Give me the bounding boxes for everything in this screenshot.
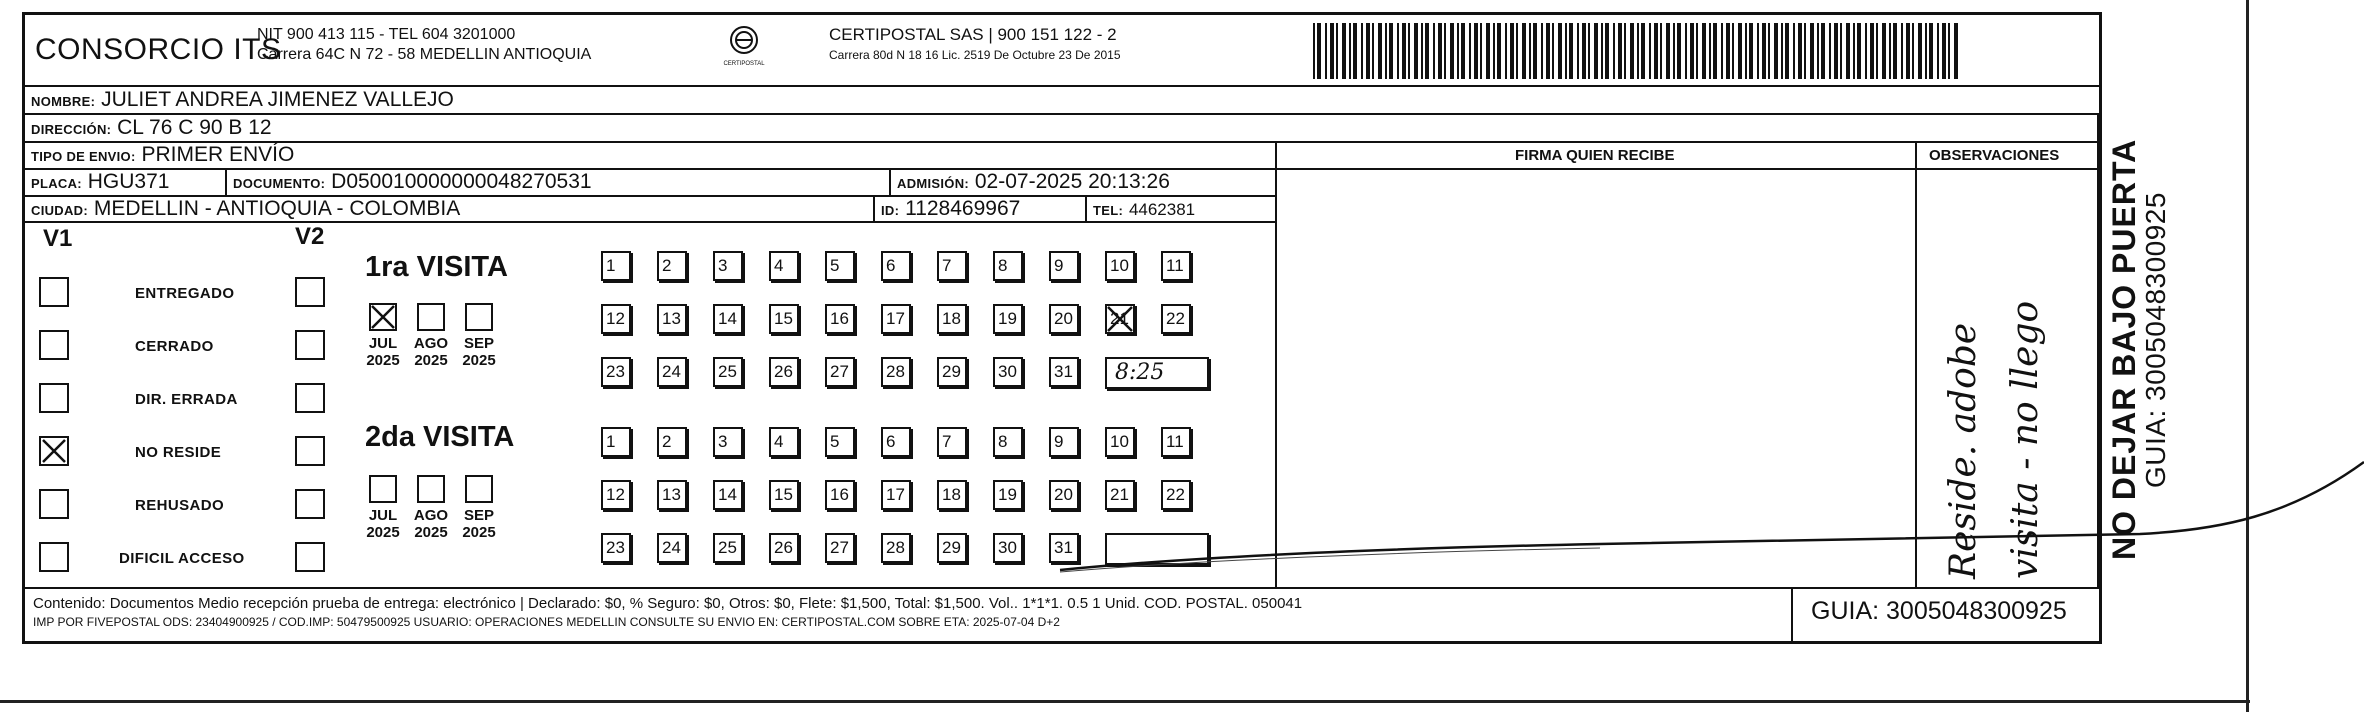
status-v2-checkbox[interactable] (295, 383, 325, 413)
month-year: 2025 (366, 352, 400, 369)
day-box[interactable]: 2 (657, 427, 687, 457)
barcode-bar (1577, 23, 1579, 79)
day-box[interactable]: 16 (825, 304, 855, 334)
visit1-title: 1ra VISITA (365, 251, 508, 283)
day-box[interactable]: 2 (657, 251, 687, 281)
courier-address: Carrera 80d N 18 16 Lic. 2519 De Octubre 23 De 2015 (829, 48, 1121, 62)
day-box[interactable]: 3 (713, 251, 743, 281)
company-nit: NIT 900 413 115 - TEL 604 3201000 (257, 26, 516, 43)
document-label: DOCUMENTO: (233, 176, 326, 191)
day-box[interactable]: 29 (937, 533, 967, 563)
side-guia-number: GUIA: 3005048300925 (2140, 192, 2171, 488)
barcode-bar (1726, 23, 1730, 79)
id-value: 1128469967 (905, 197, 1021, 220)
barcode-bar (1510, 23, 1514, 79)
day-box[interactable]: 11 (1161, 427, 1191, 457)
barcode-bar (1929, 23, 1933, 79)
city-value: MEDELLIN - ANTIOQUIA - COLOMBIA (93, 197, 461, 220)
status-label: NO RESIDE (135, 444, 222, 461)
month-year: 2025 (462, 524, 496, 541)
barcode-bar (1954, 23, 1958, 79)
barcode-bar (1768, 23, 1770, 79)
barcode-bar (1840, 23, 1842, 79)
barcode-bar (1408, 23, 1410, 79)
day-box[interactable]: 23 (601, 357, 631, 387)
page-edge-bottom (0, 700, 2250, 703)
day-box[interactable]: 26 (769, 533, 799, 563)
status-v1-checkbox[interactable] (39, 330, 69, 360)
company-name: CONSORCIO ITS (35, 33, 282, 66)
barcode-bar (1605, 23, 1609, 79)
recipient-address: CL 76 C 90 B 12 (117, 116, 272, 139)
name-row (31, 88, 454, 114)
barcode-bar (1876, 23, 1878, 79)
barcode-bar (1397, 23, 1399, 79)
status-label: REHUSADO (135, 497, 225, 514)
barcode-bar (1330, 23, 1334, 79)
day-box[interactable]: 8 (993, 427, 1023, 457)
day-box[interactable]: 12 (601, 304, 631, 334)
day-box[interactable]: 13 (657, 480, 687, 510)
barcode-bar (1552, 23, 1554, 79)
day-box[interactable]: 4 (769, 427, 799, 457)
barcode-bar (1937, 23, 1939, 79)
barcode-bar (1594, 23, 1598, 79)
barcode-bar (1438, 23, 1442, 79)
barcode-bar (1366, 23, 1370, 79)
barcode-bar (1749, 23, 1753, 79)
recipient-name: JULIET ANDREA JIMENEZ VALLEJO (101, 88, 454, 111)
month-checkbox[interactable] (417, 475, 445, 503)
barcode-bar (1414, 23, 1418, 79)
day-box[interactable]: 19 (993, 304, 1023, 334)
barcode-bar (1804, 23, 1806, 79)
visit2-title: 2da VISITA (365, 421, 515, 453)
day-box[interactable]: 14 (713, 304, 743, 334)
status-v2-checkbox[interactable] (295, 542, 325, 572)
admission-label: ADMISIÓN: (897, 176, 970, 191)
rule-plate-doc (225, 168, 227, 195)
barcode-bar (1690, 23, 1694, 79)
id-label: ID: (881, 203, 900, 218)
barcode-bar (1757, 23, 1759, 79)
barcode-bar (1325, 23, 1327, 79)
day-box[interactable]: 19 (993, 480, 1023, 510)
day-box[interactable]: 23 (601, 533, 631, 563)
barcode-bar (1889, 23, 1891, 79)
month-checkbox[interactable] (369, 475, 397, 503)
barcode-bar (1821, 23, 1825, 79)
address-row (31, 116, 272, 142)
handwritten-note-2: visita - no llego (2005, 300, 2046, 579)
courier-info (829, 25, 1121, 65)
city-row (31, 197, 460, 223)
day-box[interactable]: 16 (825, 480, 855, 510)
status-label: CERRADO (135, 338, 214, 355)
tel-value: 4462381 (1128, 200, 1196, 219)
admission-value: 02-07-2025 20:13:26 (974, 170, 1170, 193)
day-box[interactable]: 15 (769, 304, 799, 334)
barcode-bar (1497, 23, 1501, 79)
day-box[interactable]: 3 (713, 427, 743, 457)
admission-row (897, 170, 1170, 196)
status-label: DIFICIL ACCESO (119, 550, 245, 567)
month-checkbox[interactable] (369, 303, 397, 331)
barcode-bar (1810, 23, 1814, 79)
month-name: SEP (463, 335, 494, 352)
barcode-bar (1673, 23, 1675, 79)
day-box[interactable]: 7 (937, 251, 967, 281)
company-address: Carrera 64C N 72 - 58 MEDELLIN ANTIOQUIA (257, 46, 592, 63)
barcode-bar (1721, 23, 1723, 79)
barcode-bar (1533, 23, 1537, 79)
barcode-bar (1906, 23, 1910, 79)
month-year: 2025 (366, 524, 400, 541)
day-box[interactable]: 27 (825, 533, 855, 563)
tel-label: TEL: (1093, 203, 1124, 218)
barcode-bar (1353, 23, 1357, 79)
barcode-bar (1457, 23, 1459, 79)
day-box[interactable]: 15 (769, 480, 799, 510)
barcode-bar (1781, 23, 1783, 79)
barcode-bar (1461, 23, 1465, 79)
day-box[interactable]: 6 (881, 427, 911, 457)
day-box[interactable]: 13 (657, 304, 687, 334)
barcode-bar (1696, 23, 1698, 79)
month-checkbox[interactable] (417, 303, 445, 331)
barcode-bar (1546, 23, 1550, 79)
month-name: AGO (413, 335, 449, 352)
barcode-bar (1785, 23, 1789, 79)
rule-footer (25, 587, 2099, 589)
courier-name: CERTIPOSTAL SAS | 900 151 122 - 2 (829, 25, 1117, 44)
status-v1-checkbox[interactable] (39, 383, 69, 413)
barcode-bar (1702, 23, 1706, 79)
day-box[interactable]: 22 (1161, 304, 1191, 334)
month-checkbox[interactable] (465, 303, 493, 331)
id-row (881, 197, 1020, 223)
footer-print-line: IMP POR FIVEPOSTAL ODS: 23404900925 / COD.IMP: 50479500925 USUARIO: OPERACIONES MEDELLIN CONSULTE SU ENVIO EN: CERTIPOSTAL.COM SOBRE ETA: 2025-07-04 D+2 (33, 615, 1060, 629)
barcode-bar (1793, 23, 1795, 79)
day-box[interactable]: 30 (993, 533, 1023, 563)
barcode-bar (1817, 23, 1819, 79)
barcode-bar (1901, 23, 1903, 79)
footer-content-line: Contenido: Documentos Medio recepción prueba de entrega: electrónico | Declarado: $0, % Seguro: $0, Otros: $0, Flete: $1,500, Total: $1,500. Vol.. 1*1*1. 0.5 1 Unid. COD. POSTAL. 050041 (33, 595, 1303, 612)
day-box[interactable]: 1 (601, 427, 631, 457)
company-info (257, 25, 591, 65)
rule-address (25, 141, 2099, 143)
barcode-bar (1649, 23, 1651, 79)
document-value: D050010000000048270531 (331, 170, 592, 193)
svg-text:CERTIPOSTAL: CERTIPOSTAL (723, 61, 765, 67)
day-box[interactable]: 31 (1049, 357, 1079, 387)
name-label: NOMBRE: (31, 94, 96, 109)
barcode-bar (1317, 23, 1321, 79)
day-box[interactable]: 12 (601, 480, 631, 510)
signature-header: FIRMA QUIEN RECIBE (1515, 147, 1675, 164)
month-label (411, 335, 451, 369)
barcode-bar (1582, 23, 1586, 79)
barcode-bar (1624, 23, 1626, 79)
no-slide-under-door-warning: NO DEJAR BAJO PUERTA (2106, 138, 2142, 560)
tel-row (1093, 197, 1195, 223)
barcode-bar (1522, 23, 1526, 79)
barcode-bar (1738, 23, 1742, 79)
v1-header: V1 (43, 225, 73, 252)
barcode-bar (1361, 23, 1363, 79)
rule-doc-admission (889, 168, 891, 195)
day-box[interactable]: 30 (993, 357, 1023, 387)
plate-label: PLACA: (31, 176, 82, 191)
day-box[interactable]: 7 (937, 427, 967, 457)
month-label (459, 335, 499, 369)
barcode-bar (1569, 23, 1573, 79)
month-year: 2025 (414, 352, 448, 369)
day-box[interactable]: 24 (657, 357, 687, 387)
barcode-bar (1349, 23, 1351, 79)
day-box[interactable]: 21 (1105, 304, 1135, 334)
barcode-bar (1798, 23, 1802, 79)
day-box[interactable]: 26 (769, 357, 799, 387)
month-label (411, 507, 451, 541)
status-v2-checkbox[interactable] (295, 277, 325, 307)
month-checkbox[interactable] (465, 475, 493, 503)
barcode-bar (1444, 23, 1446, 79)
plate-row (31, 170, 169, 196)
month-label (363, 335, 403, 369)
status-v2-checkbox[interactable] (295, 489, 325, 519)
barcode-bar (1630, 23, 1634, 79)
status-v2-checkbox[interactable] (295, 330, 325, 360)
day-box[interactable]: 4 (769, 251, 799, 281)
visit-time-box[interactable] (1105, 533, 1209, 565)
day-box[interactable]: 20 (1049, 304, 1079, 334)
barcode-bar (1857, 23, 1861, 79)
rule-id-tel (1085, 195, 1087, 221)
day-box[interactable]: 10 (1105, 251, 1135, 281)
barcode-bar (1853, 23, 1855, 79)
rule-observations-left (1915, 141, 1917, 587)
barcode-bar (1480, 23, 1482, 79)
footer-guia: GUIA: 3005048300925 (1811, 597, 2067, 625)
observations-header: OBSERVACIONES (1929, 147, 2060, 164)
address-label: DIRECCIÓN: (31, 122, 112, 137)
barcode-bar (1336, 23, 1338, 79)
barcode-bar (1601, 23, 1603, 79)
rule-observations-right (2097, 113, 2099, 587)
barcode-bar (1918, 23, 1922, 79)
barcode-bar (1713, 23, 1717, 79)
barcode-bar (1829, 23, 1831, 79)
barcode-bar (1925, 23, 1927, 79)
month-name: SEP (463, 507, 494, 524)
barcode-bar (1389, 23, 1393, 79)
day-box[interactable]: 22 (1161, 480, 1191, 510)
day-box[interactable]: 9 (1049, 251, 1079, 281)
v2-header: V2 (295, 223, 325, 250)
plate-value: HGU371 (87, 170, 170, 193)
barcode-bar (1469, 23, 1471, 79)
barcode-bar (1613, 23, 1615, 79)
barcode-bar (1846, 23, 1850, 79)
day-box[interactable]: 5 (825, 251, 855, 281)
barcode-bar (1745, 23, 1747, 79)
status-label: ENTREGADO (135, 285, 235, 302)
month-year: 2025 (462, 352, 496, 369)
barcode-bar (1433, 23, 1435, 79)
barcode-bar (1372, 23, 1374, 79)
barcode-bar (1588, 23, 1590, 79)
status-v1-checkbox[interactable] (39, 489, 69, 519)
barcode-bar (1865, 23, 1867, 79)
barcode-bar (1660, 23, 1662, 79)
month-name: AGO (413, 507, 449, 524)
status-v1-checkbox[interactable] (39, 436, 69, 466)
barcode-bar (1313, 23, 1315, 79)
barcode-bar (1834, 23, 1838, 79)
visit-time-box[interactable]: 8:25 (1105, 357, 1209, 389)
document-row (233, 170, 592, 196)
barcode-bar (1654, 23, 1658, 79)
barcode-bar (1870, 23, 1874, 79)
barcode-bar (1912, 23, 1914, 79)
handwritten-note-1: Reside. adobe (1943, 322, 1984, 579)
barcode-bar (1421, 23, 1423, 79)
barcode-bar (1541, 23, 1543, 79)
month-year: 2025 (414, 524, 448, 541)
day-box[interactable]: 25 (713, 533, 743, 563)
barcode-bar (1774, 23, 1778, 79)
day-box[interactable]: 17 (881, 304, 911, 334)
barcode-bar (1732, 23, 1734, 79)
status-v1-checkbox[interactable] (39, 277, 69, 307)
barcode-bar (1641, 23, 1645, 79)
day-box[interactable]: 14 (713, 480, 743, 510)
day-box[interactable]: 10 (1105, 427, 1135, 457)
barcode-bar (1516, 23, 1518, 79)
barcode-bar (1385, 23, 1387, 79)
shipment-type: PRIMER ENVÍO (141, 143, 295, 166)
status-v2-checkbox[interactable] (295, 436, 325, 466)
month-label (459, 507, 499, 541)
barcode-bar (1342, 23, 1346, 79)
month-name: JUL (368, 335, 398, 352)
barcode-bar (1618, 23, 1622, 79)
rule-header (25, 85, 2099, 87)
barcode-bar (1474, 23, 1478, 79)
day-box[interactable]: 8 (993, 251, 1023, 281)
barcode-bar (1677, 23, 1681, 79)
day-box[interactable]: 18 (937, 304, 967, 334)
month-name: JUL (368, 507, 398, 524)
certipostal-logo (721, 23, 767, 69)
barcode-bar (1948, 23, 1950, 79)
month-label (363, 507, 403, 541)
day-box[interactable]: 31 (1049, 533, 1079, 563)
barcode-bar (1558, 23, 1562, 79)
page-edge-right (2246, 0, 2249, 712)
day-box[interactable]: 25 (713, 357, 743, 387)
barcode-bar (1882, 23, 1886, 79)
city-label: CIUDAD: (31, 203, 88, 218)
barcode-bar (1666, 23, 1670, 79)
day-box[interactable]: 28 (881, 533, 911, 563)
status-v1-checkbox[interactable] (39, 542, 69, 572)
certipostal-logo-icon (721, 23, 767, 69)
type-label: TIPO DE ENVIO: (31, 149, 136, 164)
day-box[interactable]: 17 (881, 480, 911, 510)
day-box[interactable]: 27 (825, 357, 855, 387)
barcode-bar (1402, 23, 1406, 79)
barcode-bar (1942, 23, 1946, 79)
barcode-bar (1450, 23, 1454, 79)
rule-signature-left (1275, 141, 1277, 587)
barcode-bar (1493, 23, 1495, 79)
barcode-bar (1505, 23, 1507, 79)
day-box[interactable]: 9 (1049, 427, 1079, 457)
day-box[interactable]: 20 (1049, 480, 1079, 510)
rule-footer-guia (1791, 587, 1793, 644)
guide-frame (22, 12, 2102, 644)
day-box[interactable]: 6 (881, 251, 911, 281)
status-label: DIR. ERRADA (135, 391, 238, 408)
type-row (31, 143, 294, 169)
rule-city-id (873, 195, 875, 221)
day-box[interactable]: 24 (657, 533, 687, 563)
day-box[interactable]: 21 (1105, 480, 1135, 510)
day-box[interactable]: 11 (1161, 251, 1191, 281)
barcode-bar (1425, 23, 1429, 79)
day-box[interactable]: 29 (937, 357, 967, 387)
barcode-bar (1378, 23, 1382, 79)
day-box[interactable]: 28 (881, 357, 911, 387)
barcode-bar (1529, 23, 1531, 79)
barcode-bar (1893, 23, 1897, 79)
barcode-bar (1565, 23, 1567, 79)
day-box[interactable]: 1 (601, 251, 631, 281)
day-box[interactable]: 5 (825, 427, 855, 457)
barcode-bar (1486, 23, 1490, 79)
barcode-bar (1637, 23, 1639, 79)
barcode-bar (1685, 23, 1687, 79)
barcode-bar (1762, 23, 1766, 79)
barcode-bar (1709, 23, 1711, 79)
day-box[interactable]: 18 (937, 480, 967, 510)
barcode (1313, 23, 1963, 79)
